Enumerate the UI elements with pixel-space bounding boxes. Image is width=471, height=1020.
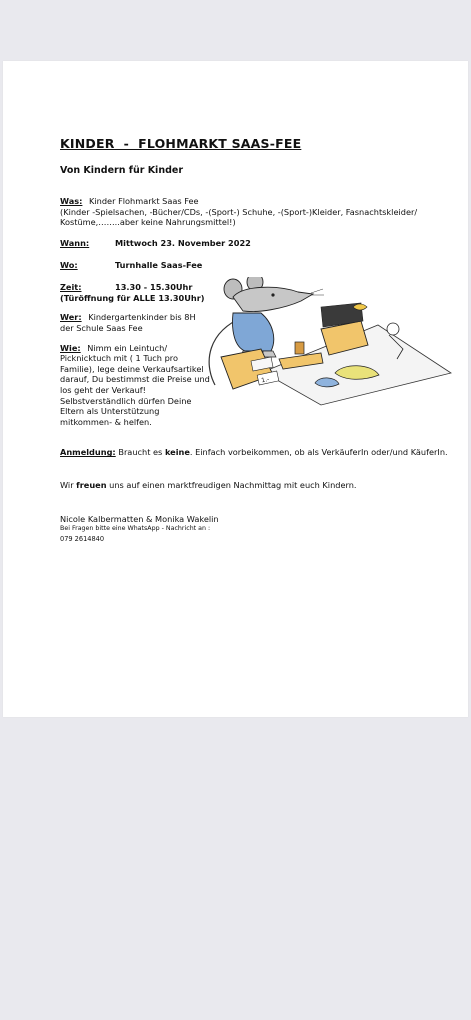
was-label: Was: bbox=[60, 196, 83, 206]
wie-line-7: mitkommen- & helfen. bbox=[60, 416, 152, 427]
zeit-value: 13.30 - 15.30Uhr bbox=[115, 281, 193, 292]
wann-value: Mittwoch 23. November 2022 bbox=[115, 237, 251, 248]
flea-market-mouse-illustration bbox=[203, 277, 453, 412]
closing-bold: freuen bbox=[76, 479, 107, 490]
closing-post: uns auf einen marktfreudigen Nachmittag mit euch Kindern. bbox=[109, 479, 357, 490]
wie-line-2: Familie), lege deine Verkaufsartikel bbox=[60, 363, 204, 374]
wie-line-1: Picknicktuch mit ( 1 Tuch pro bbox=[60, 353, 178, 364]
flyer-title: KINDER - FLOHMARKT SAAS-FEE bbox=[60, 136, 302, 151]
document-page bbox=[3, 61, 468, 717]
anmeldung-post: . Einfach vorbeikommen, ob als VerkäuferIn oder/und KäuferIn. bbox=[189, 447, 448, 458]
closing-pre: Wir bbox=[60, 479, 74, 490]
closing-section bbox=[60, 480, 455, 491]
anmeldung-bold: keine bbox=[164, 447, 190, 458]
anmeldung-section bbox=[60, 447, 455, 458]
contact-section bbox=[60, 514, 455, 545]
wann-section bbox=[60, 238, 455, 249]
was-section bbox=[60, 196, 455, 228]
was-line2: (Kinder -Spielsachen, -Bücher/CDs, -(Sport-) Schuhe, -(Sport-)Kleider, Fasnachtskleider/ bbox=[60, 206, 418, 217]
zeit-note: (Türöffnung für ALLE 13.30Uhr) bbox=[60, 292, 205, 303]
wie-label: Wie: bbox=[60, 342, 81, 353]
wann-label: Wann: bbox=[60, 237, 90, 248]
zeit-label: Zeit: bbox=[60, 281, 82, 292]
contact-note: Bei Fragen bitte eine WhatsApp - Nachricht an : bbox=[60, 525, 211, 533]
price-tag-text: 1.- bbox=[260, 375, 270, 385]
wo-section bbox=[60, 260, 455, 271]
wie-line-5: Selbstverständlich dürfen Deine bbox=[60, 395, 192, 406]
wie-line-6: Eltern als Unterstützung bbox=[60, 406, 160, 417]
wer-line2: der Schule Saas Fee bbox=[60, 322, 143, 333]
contact-phone: 079 2614840 bbox=[60, 535, 105, 544]
wie-line-0: Nimm ein Leintuch/ bbox=[87, 342, 168, 353]
anmeldung-pre: Braucht es bbox=[118, 447, 163, 458]
wer-line1: Kindergartenkinder bis 8H bbox=[88, 312, 196, 323]
was-line3: Kostüme,……..aber keine Nahrungsmittel!) bbox=[60, 217, 236, 228]
flyer-subtitle: Von Kindern für Kinder bbox=[60, 165, 184, 176]
wer-label: Wer: bbox=[60, 312, 82, 323]
wie-line-3: darauf, Du bestimmst die Preise und bbox=[60, 374, 210, 385]
contact-names: Nicole Kalbermatten & Monika Wakelin bbox=[60, 513, 219, 524]
wie-section bbox=[60, 343, 210, 428]
was-line1: Kinder Flohmarkt Saas Fee bbox=[89, 196, 199, 206]
wo-value: Turnhalle Saas-Fee bbox=[115, 259, 203, 270]
wie-line-4: los geht der Verkauf! bbox=[60, 384, 146, 395]
anmeldung-label: Anmeldung: bbox=[60, 447, 116, 458]
wo-label: Wo: bbox=[60, 259, 78, 270]
